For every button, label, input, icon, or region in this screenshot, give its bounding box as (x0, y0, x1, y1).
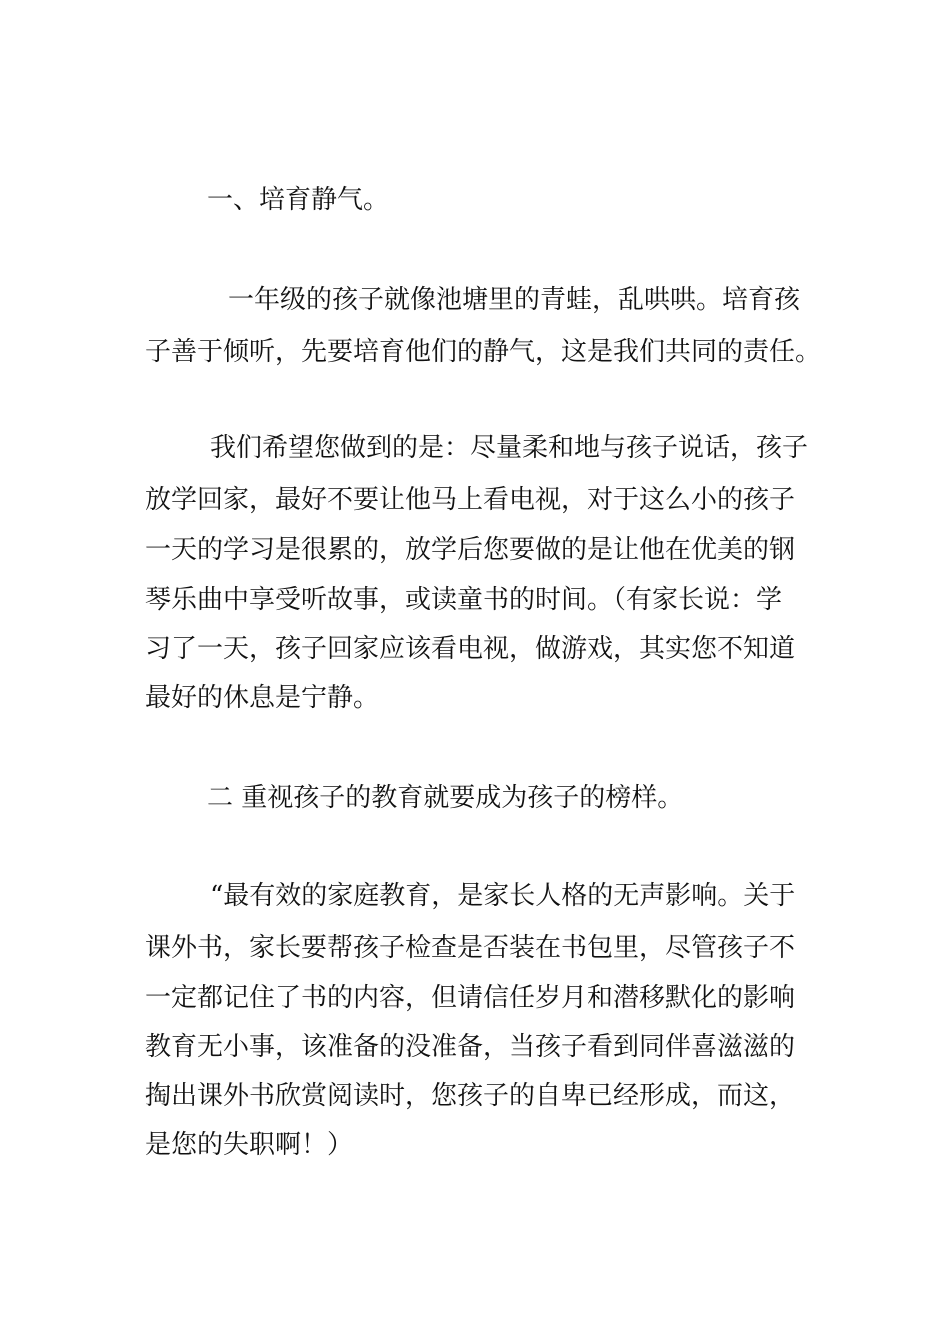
paragraph-3-line-2: 课外书，家长要帮孩子检查是否装在书包里，尽管孩子不 (145, 933, 796, 963)
paragraph-1-line-1: 一年级的孩子就像池塘里的青蛙，乱哄哄。培育孩 (228, 285, 801, 315)
section-heading-2: 二 重视孩子的教育就要成为孩子的榜样。 (207, 783, 684, 813)
paragraph-2-line-1: 我们希望您做到的是：尽量柔和地与孩子说话，孩子 (210, 433, 809, 463)
paragraph-3-line-5: 掏出课外书欣赏阅读时，您孩子的自卑已经形成，而这， (145, 1081, 796, 1111)
paragraph-2-line-4: 琴乐曲中享受听故事，或读童书的时间。（有家长说：学 (145, 585, 783, 615)
paragraph-2-line-3: 一天的学习是很累的，放学后您要做的是让他在优美的钢 (145, 535, 796, 565)
paragraph-3-line-1: “最有效的家庭教育，是家长人格的无声影响。关于 (210, 881, 796, 911)
paragraph-3-line-3: 一定都记住了书的内容，但请信任岁月和潜移默化的影响 (145, 983, 796, 1013)
paragraph-2-line-2: 放学回家，最好不要让他马上看电视，对于这么小的孩子 (145, 485, 796, 515)
paragraph-2-line-5: 习了一天，孩子回家应该看电视，做游戏，其实您不知道 (145, 634, 796, 664)
section-heading-1: 一、培育静气。 (207, 185, 390, 215)
paragraph-1-line-2: 子善于倾听，先要培育他们的静气，这是我们共同的责任。 (145, 337, 822, 367)
paragraph-2-line-6: 最好的休息是宁静。 (145, 683, 380, 713)
paragraph-3-line-6: 是您的失职啊！） (145, 1130, 354, 1160)
paragraph-3-line-4: 教育无小事，该准备的没准备，当孩子看到同伴喜滋滋的 (145, 1032, 796, 1062)
